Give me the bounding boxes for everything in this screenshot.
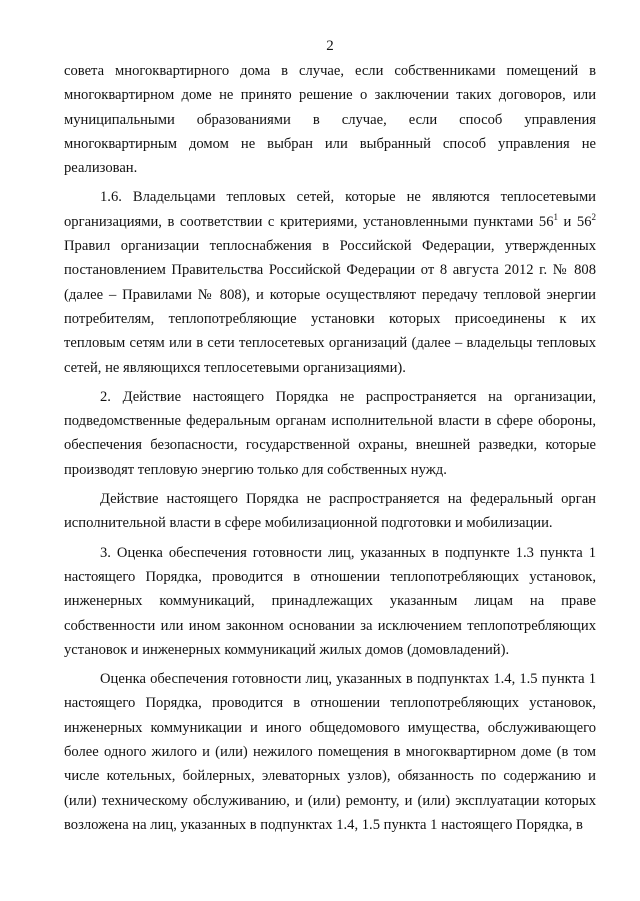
page-number: 2 bbox=[326, 38, 334, 54]
paragraph-1-6 bbox=[64, 185, 596, 379]
paragraph-1-6-text-before: 1.6. Владельцами тепловых сетей, которые не являются теплосетевыми организациями, в соответствии с критериями, установленными пунктами 56 bbox=[64, 189, 596, 230]
paragraph-2: 2. Действие настоящего Порядка не распространяется на организации, подведомственные федеральным органам исполнительной власти в сфере обороны, обеспечения безопасности, государственной охраны, внешней разведки, которые производят тепловую энергию только для собственных нужд. bbox=[64, 388, 596, 478]
footnote-sup-2: 2 bbox=[591, 211, 596, 222]
paragraph-3-continued: Оценка обеспечения готовности лиц, указанных в подпунктах 1.4, 1.5 пункта 1 настоящего Порядка, проводится в отношении теплопотребляющих установок, инженерных коммуникации и иного общедомового имущества, обслуживающего более одного жилого и (или) нежилого помещения в многоквартирном доме (в том числе котельных, бойлерных, элеваторных узлов), обязанность по содержанию и (или) техническому обслуживанию, и (или) ремонту, и (или) эксплуатации которых возложена на лиц, указанных в подпунктах 1.4, 1.5 пункта 1 настоящего Порядка, в bbox=[64, 671, 596, 833]
paragraph-1-6-text-mid: и 56 bbox=[558, 213, 592, 230]
paragraph-continuation: совета многоквартирного дома в случае, если собственниками помещений в многоквартирном доме не принято решение о заключении таких договоров, или муниципальными образованиями в случае, если способ управления многоквартирным домом не выбран или выбранный способ управления не реализован. bbox=[64, 63, 596, 177]
paragraph-3: 3. Оценка обеспечения готовности лиц, указанных в подпункте 1.3 пункта 1 настоящего Порядка, проводится в отношении теплопотребляющих установок, инженерных коммуникаций, принадлежащих указанным лицам на праве собственности или ином законном основании за исключением теплопотребляющих установок и инженерных коммуникаций жилых домов (домовладений). bbox=[64, 544, 596, 658]
paragraph-1-6-text-after: Правил организации теплоснабжения в Российской Федерации, утвержденных постановлением Правительства Российской Федерации от 8 августа 2012 г. № 808 (далее – Правилами № 808), и которые осуществляют передачу тепловой энергии потребителям, теплопотребляющие установки которых присоединены к их тепловым сетям или в сети теплосетевых организаций (далее – владельцы тепловых сетей, не являющихся теплосетевыми организациями). bbox=[64, 238, 596, 376]
footnote-sup-1: 1 bbox=[553, 211, 558, 222]
paragraph-2-continued: Действие настоящего Порядка не распространяется на федеральный орган исполнительной власти в сфере мобилизационной подготовки и мобилизации. bbox=[64, 491, 596, 532]
